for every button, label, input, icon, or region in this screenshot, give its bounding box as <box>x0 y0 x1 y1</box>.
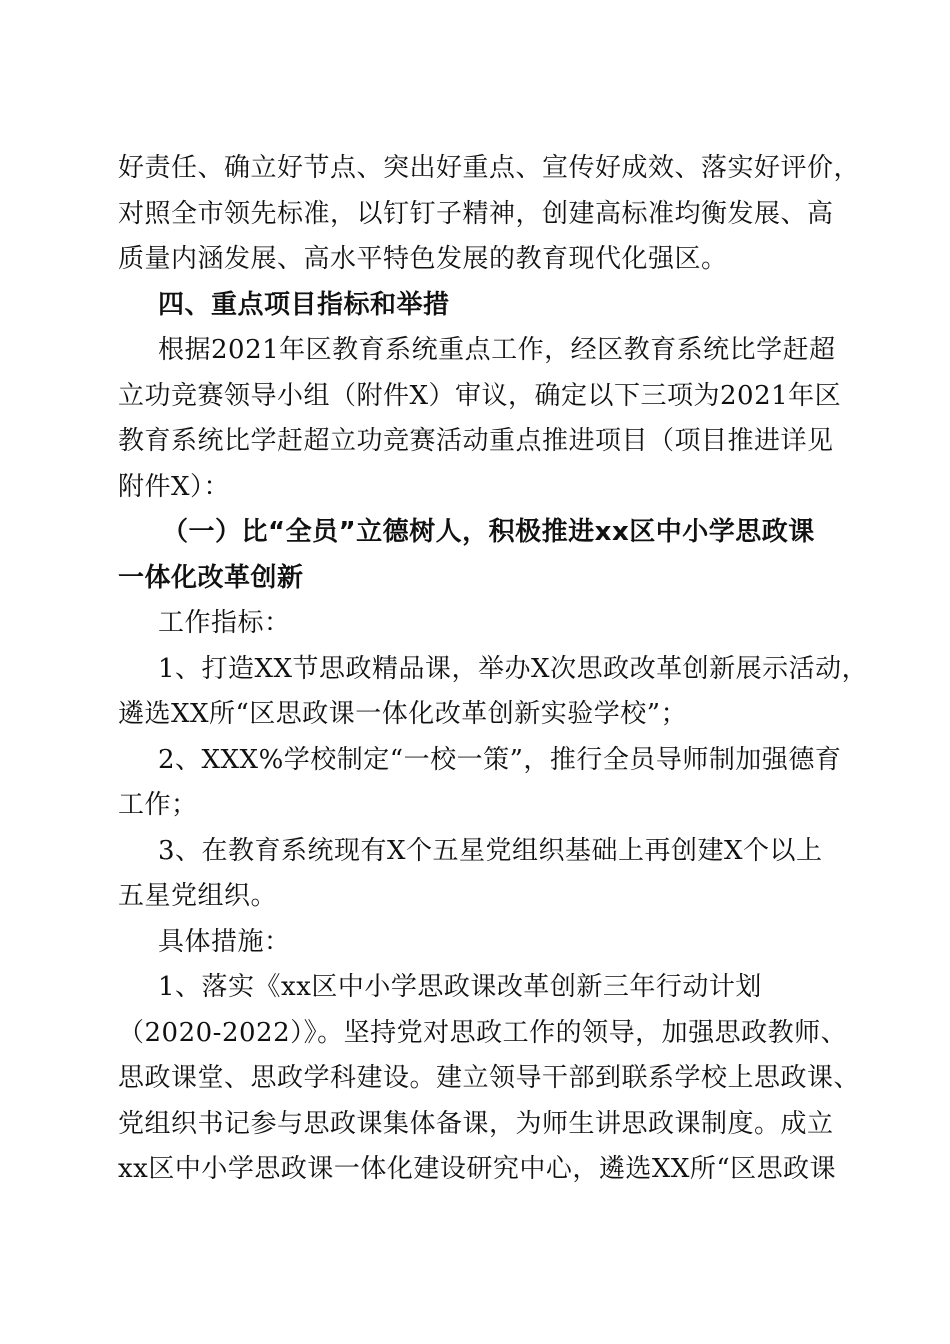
list-item: 2、XXX%学校制定“一校一策”，推行全员导师制加强德育 <box>158 744 842 775</box>
paragraph-line: 立功竞赛领导小组（附件X）审议，确定以下三项为2021年区 <box>118 380 842 411</box>
list-item: 遴选XX所“区思政课一体化改革创新实验学校”； <box>118 699 688 729</box>
list-item: 1、打造XX节思政精品课，举办X次思政改革创新展示活动， <box>158 653 869 684</box>
paragraph-line: （2020-2022）》。坚持党对思政工作的领导，加强思政教师、 <box>118 1017 848 1048</box>
list-item: 3、在教育系统现有X个五星党组织基础上再创建X个以上 <box>158 835 823 866</box>
paragraph-line: 质量内涵发展、高水平特色发展的教育现代化强区。 <box>118 244 728 274</box>
paragraph-line: 根据2021年区教育系统重点工作，经区教育系统比学赶超 <box>158 335 836 365</box>
paragraph-line: 好责任、确立好节点、突出好重点、宣传好成效、落实好评价， <box>118 153 861 183</box>
section-heading: 四、重点项目指标和举措 <box>158 289 450 320</box>
paragraph-line: xx区中小学思政课一体化建设研究中心，遴选XX所“区思政课 <box>118 1154 837 1184</box>
paragraph-line: 思政课堂、思政学科建设。建立领导干部到联系学校上思政课、 <box>118 1063 861 1093</box>
subsection-heading: （一）比“全员”立德树人，积极推进xx区中小学思政课 <box>162 517 815 547</box>
paragraph-line: 党组织书记参与思政课集体备课，为师生讲思政课制度。成立 <box>118 1108 834 1139</box>
subsection-heading: 一体化改革创新 <box>118 562 304 593</box>
list-item: 工作； <box>118 790 198 820</box>
document-page <box>118 146 869 1193</box>
paragraph-line: 附件X）： <box>118 471 231 502</box>
measures-title: 具体措施： <box>158 926 291 957</box>
indicators-title: 工作指标： <box>158 608 291 638</box>
paragraph-line: 教育系统比学赶超立功竞赛活动重点推进项目（项目推进详见 <box>118 426 834 456</box>
list-item: 1、落实《xx区中小学思政课改革创新三年行动计划 <box>158 972 762 1002</box>
list-item: 五星党组织。 <box>118 881 278 911</box>
paragraph-line: 对照全市领先标准，以钉钉子精神，创建高标准均衡发展、高 <box>118 198 834 229</box>
